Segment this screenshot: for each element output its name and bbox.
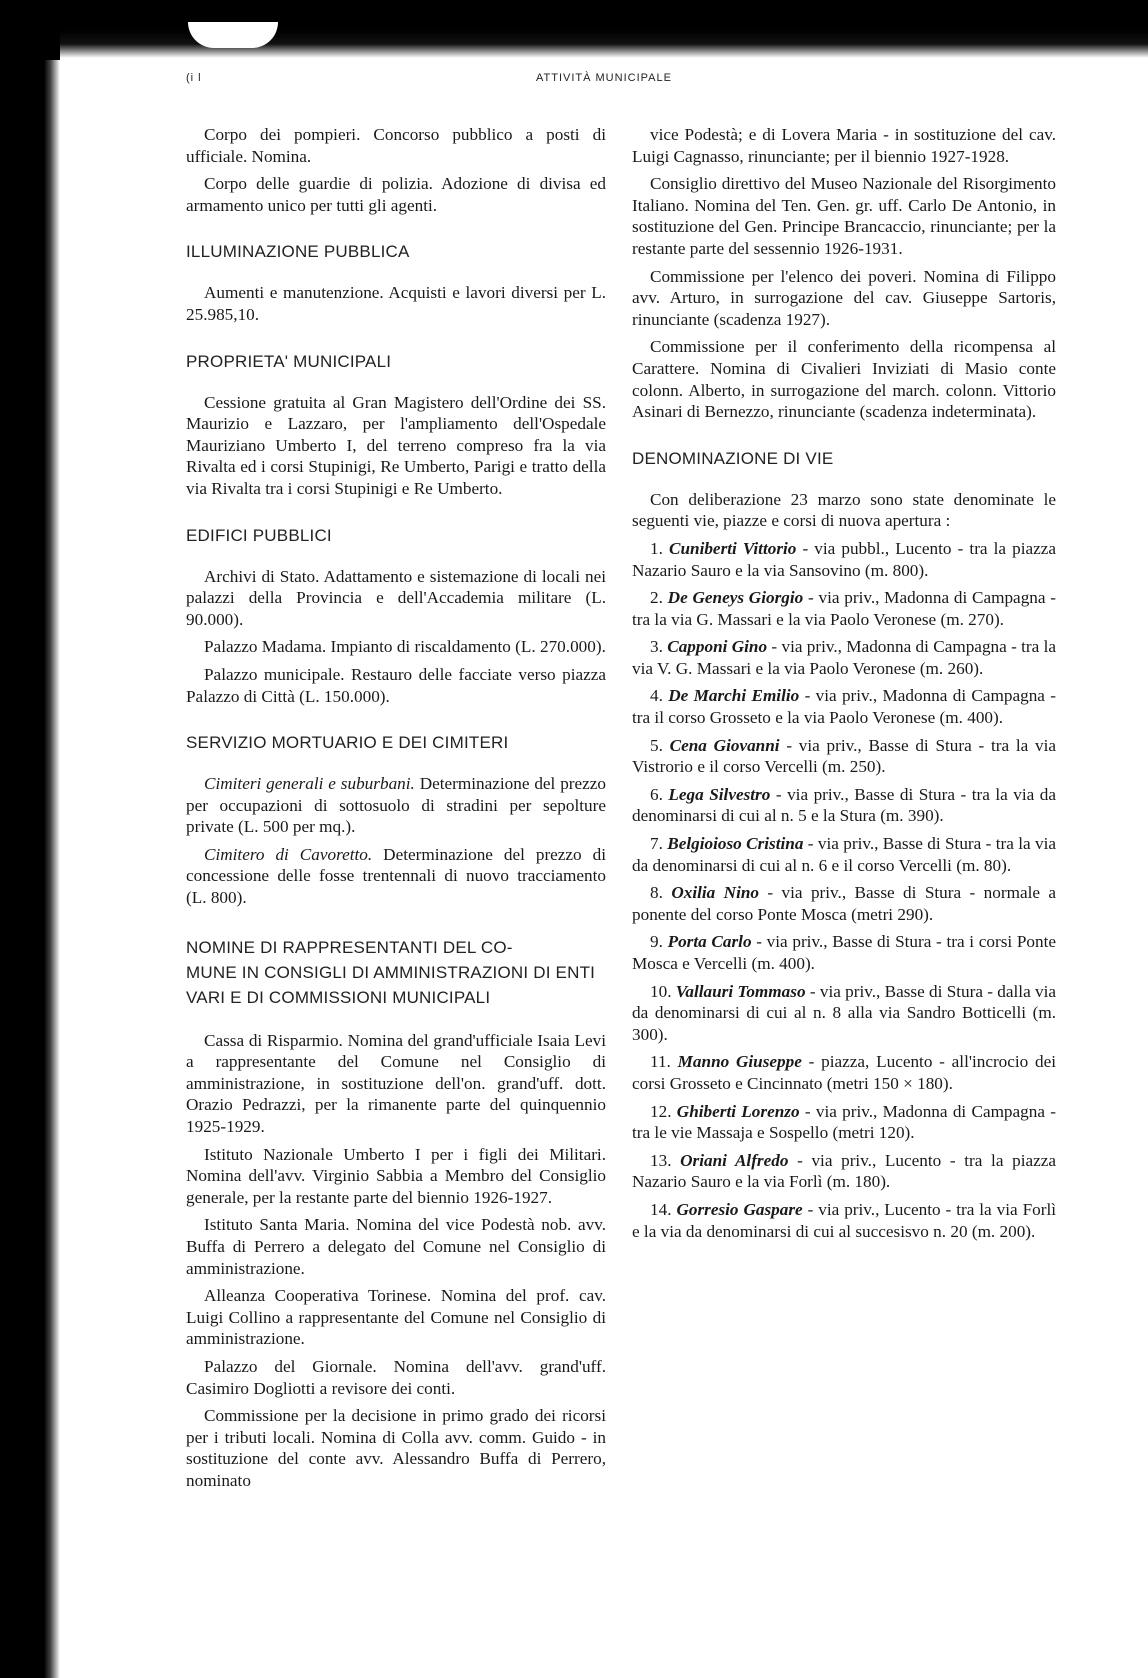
paragraph <box>186 844 606 909</box>
street-name: Cena Giovanni <box>669 735 780 755</box>
street-description: - via priv., Basse di Stura - tra la via Vistrorio e il corso Vercelli (m. 250). <box>632 735 1056 777</box>
street-description: - via priv., Madonna di Campagna - tra la via G. Massari e la via Paolo Veronese (m. 270). <box>632 588 1056 629</box>
street-number: 5. <box>650 735 663 755</box>
street-description: - via priv., Madonna di Campagna - tra il corso Grosseto e la via Paolo Veronese (m. 400). <box>632 686 1056 728</box>
street-item <box>632 882 1056 925</box>
street-item <box>632 735 1056 778</box>
section-heading: DENOMINAZIONE DI VIE <box>632 448 834 468</box>
street-description: - via priv., Lucento - tra la piazza Nazario Sauro e la via Forlì (m. 180). <box>632 1150 1056 1192</box>
paragraph: Commissione per la decisione in primo grado dei ricorsi per i tributi locali. Nomina di Colla avv. comm. Guido - in sostituzione del conte avv. Alessandro Buffa di Perrero, nominato <box>186 1406 606 1490</box>
street-name: Manno Giuseppe <box>677 1052 802 1072</box>
street-number: 14. <box>650 1199 672 1219</box>
section-heading-nomine <box>186 935 606 1010</box>
street-item <box>632 1051 1056 1094</box>
street-item <box>632 1150 1056 1193</box>
street-item <box>632 981 1056 1046</box>
paragraph: Con deliberazione 23 marzo sono state denominate le seguenti vie, piazze e corsi di nuova apertura : <box>632 489 1056 531</box>
street-number: 1. <box>650 538 663 558</box>
street-name: Oriani Alfredo <box>680 1150 789 1170</box>
paragraph-lead: Cimiteri generali e suburbani. <box>204 774 415 794</box>
running-header <box>186 72 1060 92</box>
paragraph: Palazzo del Giornale. Nomina dell'avv. grand'uff. Casimiro Dogliotti a revisore dei conti. <box>186 1356 606 1398</box>
page-number: (i l <box>186 72 202 84</box>
section-heading: ILLUMINAZIONE PUBBLICA <box>186 242 410 262</box>
paragraph: Consiglio direttivo del Museo Nazionale del Risorgimento Italiano. Nomina del Ten. Gen. gr. uff. Carlo De Antonio, in sostituzione del Gen. Principe Brancaccio, rinunciante; per la restante parte del sessennio 1926-1931. <box>632 174 1056 258</box>
section-heading: EDIFICI PUBBLICI <box>186 525 332 545</box>
street-number: 4. <box>650 686 663 706</box>
street-name: Porta Carlo <box>667 932 752 952</box>
paragraph: Cessione gratuita al Gran Magistero dell'Ordine dei SS. Maurizio e Lazzaro, per l'ampliamento dell'Ospedale Mauriziano Umberto I, del terreno compreso fra la via Rivalta ed i corsi Stupinigi, Re Umberto, Parigi e tratto della via Rivalta tra i corsi Stupinigi e Re Umberto. <box>186 392 606 498</box>
street-name: De Marchi Emilio <box>668 686 800 706</box>
paragraph: Palazzo Madama. Impianto di riscaldamento (L. 270.000). <box>204 637 606 657</box>
left-column <box>186 124 606 1498</box>
paragraph: Alleanza Cooperativa Torinese. Nomina del prof. cav. Luigi Collino a rappresentante del Comune nel Consiglio di amministrazione. <box>186 1286 606 1349</box>
street-item <box>632 1199 1056 1242</box>
street-item <box>632 1101 1056 1144</box>
street-item <box>632 685 1056 728</box>
section-heading: PROPRIETA' MUNICIPALI <box>186 351 392 371</box>
street-item <box>632 833 1056 876</box>
street-description: - via priv., Lucento - tra la via Forlì e la via da denominarsi di cui al succesisvo n. 20 (m. 200). <box>632 1199 1056 1241</box>
street-item <box>632 636 1056 679</box>
street-number: 9. <box>650 932 663 952</box>
paragraph: Aumenti e manutenzione. Acquisti e lavori diversi per L. 25.985,10. <box>186 283 606 324</box>
paragraph: vice Podestà; e di Lovera Maria - in sostituzione del cav. Luigi Cagnasso, rinunciante; per il biennio 1927-1928. <box>632 125 1056 166</box>
scan-notch <box>188 22 278 48</box>
street-number: 7. <box>650 834 663 854</box>
street-name: Capponi Gino <box>667 637 768 657</box>
street-name: Oxilia Nino <box>671 883 759 903</box>
section-heading: SERVIZIO MORTUARIO E DEI CIMITERI <box>186 733 509 753</box>
street-description: - via pubbl., Lucento - tra la piazza Nazario Sauro e la via Sansovino (m. 800). <box>632 538 1057 580</box>
street-name: Belgioioso Cristina <box>667 834 804 854</box>
street-description: - via priv., Madonna di Campagna - tra le vie Massaja e Sospello (metri 120). <box>632 1101 1056 1143</box>
paragraph: Commissione per il conferimento della ricompensa al Carattere. Nomina di Civalieri Inviziati di Masio conte colonn. Alberto, in surrogazione del march. colonn. Vittorio Asinari di Bernezzo, rinunciante (scadenza indeterminata). <box>632 337 1056 422</box>
street-name: Vallauri Tommaso <box>675 981 806 1001</box>
street-name: De Geneys Giorgio <box>667 588 804 608</box>
paragraph: Commissione per l'elenco dei poveri. Nomina di Filippo avv. Arturo, in surrogazione del cav. Giuseppe Sartoris, rinunciante (scadenza 1927). <box>632 266 1056 329</box>
street-description: - via priv., Basse di Stura - dalla via da denominarsi di cui al n. 8 alla via Sandro Botticelli (m. 300). <box>632 981 1056 1044</box>
street-number: 2. <box>650 588 663 608</box>
right-column <box>632 124 1056 1248</box>
paragraph: Archivi di Stato. Adattamento e sistemazione di locali nei palazzi della Provincia e dell'Accademia militare (L. 90.000). <box>186 566 606 629</box>
street-number: 8. <box>650 883 663 903</box>
scan-top-border <box>0 0 1148 58</box>
street-item <box>632 538 1056 581</box>
paragraph <box>186 773 606 838</box>
street-number: 11. <box>650 1052 671 1072</box>
street-item <box>632 587 1056 630</box>
street-name: Cuniberti Vittorio <box>668 538 797 558</box>
street-name: Ghiberti Lorenzo <box>676 1101 800 1121</box>
paragraph: Istituto Nazionale Umberto I per i figli dei Militari. Nomina dell'avv. Virginio Sabbia a Membro del Consiglio generale, per la restante parte del biennio 1926-1927. <box>186 1144 606 1207</box>
street-item <box>632 931 1056 974</box>
street-description: - via priv., Basse di Stura - tra la via da denominarsi di cui al n. 6 e il corso Vercelli (m. 80). <box>632 834 1056 875</box>
paragraph: Palazzo municipale. Restauro delle facciate verso piazza Palazzo di Città (L. 150.000). <box>186 664 606 706</box>
paragraph-lead: Cimitero di Cavoretto. <box>204 844 373 864</box>
street-description: - via priv., Basse di Stura - normale a ponente del corso Ponte Mosca (metri 290). <box>632 883 1057 924</box>
paragraph: Corpo delle guardie di polizia. Adozione di divisa ed armamento unico per tutti gli agenti. <box>186 174 606 215</box>
street-number: 6. <box>650 784 663 804</box>
heading-line: MUNE IN CONSIGLI DI AMMINISTRAZIONI DI ENTI VARI E DI COMMISSIONI MUNICIPALI <box>186 962 596 1007</box>
street-list <box>632 538 1056 1242</box>
paragraph-text: Determinazione del prezzo per occupazioni di sottosuolo di stradini per sepolture private (L. 500 per mq.). <box>186 774 606 837</box>
paragraph: Corpo dei pompieri. Concorso pubblico a posti di ufficiale. Nomina. <box>186 125 606 166</box>
scan-page-edge <box>44 60 60 1678</box>
street-number: 10. <box>650 981 672 1001</box>
street-number: 13. <box>650 1150 672 1170</box>
paragraph: Istituto Santa Maria. Nomina del vice Podestà nob. avv. Buffa di Perrero a delegato del Comune nel Consiglio di amministrazione. <box>186 1215 606 1278</box>
street-description: - via priv., Madonna di Campagna - tra la via V. G. Massari e la via Paolo Veronese (m. 260). <box>632 637 1057 678</box>
paragraph: Cassa di Risparmio. Nomina del grand'ufficiale Isaia Levi a rappresentante del Comune nel Consiglio di amministrazione, in sostituzione dell'on. grand'uff. dott. Orazio Pedrazzi, per la rimanente parte del quinquennio 1925-1929. <box>186 1030 606 1137</box>
street-name: Gorresio Gaspare <box>676 1199 803 1219</box>
paragraph-text: Determinazione del prezzo di concessione delle fosse trentennali di nuovo tracciamento (L. 800). <box>186 844 606 908</box>
street-description: - via priv., Basse di Stura - tra la via da denominarsi di cui al n. 5 e la Stura (m. 390). <box>632 784 1057 826</box>
heading-line: NOMINE DI RAPPRESENTANTI DEL CO- <box>186 937 513 957</box>
running-title: ATTIVITÀ MUNICIPALE <box>536 72 672 84</box>
street-name: Lega Silvestro <box>668 784 771 804</box>
street-description: - piazza, Lucento - all'incrocio dei corsi Grosseto e Cincinnato (metri 150 × 180). <box>632 1052 1057 1093</box>
street-number: 12. <box>650 1101 672 1121</box>
street-item <box>632 784 1056 827</box>
street-number: 3. <box>650 637 663 657</box>
street-description: - via priv., Basse di Stura - tra i corsi Ponte Mosca e Vercelli (m. 400). <box>632 932 1057 973</box>
scan-left-border <box>0 0 60 1678</box>
